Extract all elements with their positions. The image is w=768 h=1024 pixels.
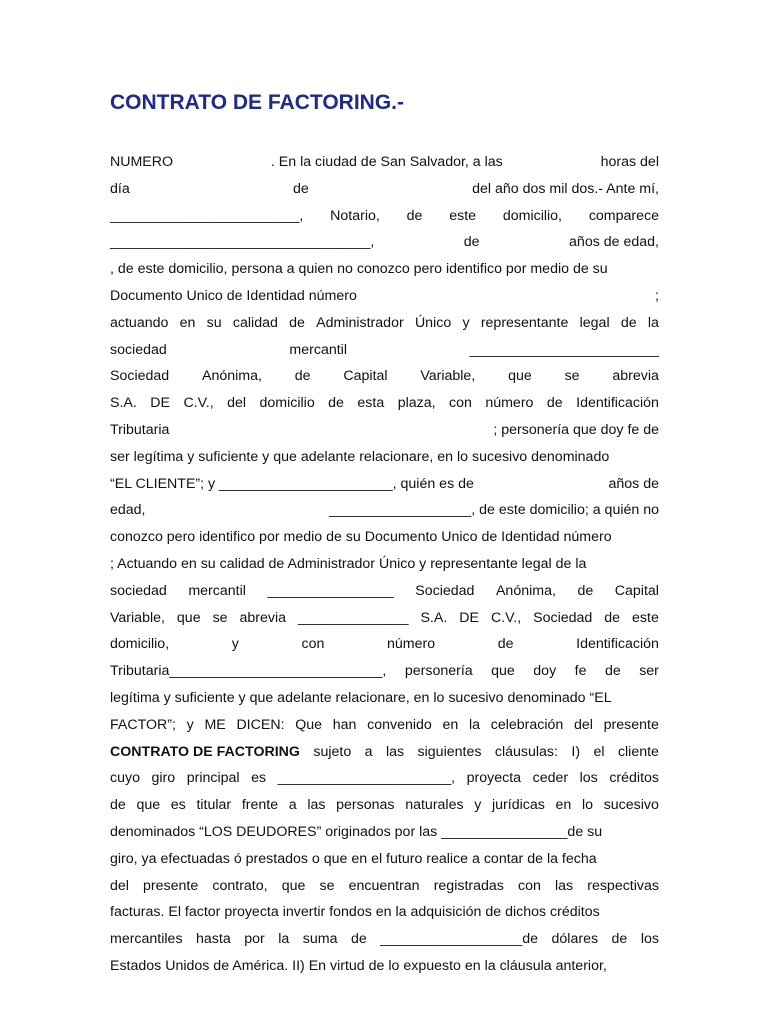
line-segment: Estados Unidos de América. II) En virtud de lo expuesto en la cláusula anterior,	[110, 957, 607, 974]
line-segment: del	[227, 395, 247, 412]
line-segment: frente	[241, 797, 279, 814]
line-segment: Único	[414, 314, 452, 331]
line-segment: , de este domicilio, persona a quien no conozco pero identifico por medio de su	[110, 261, 608, 278]
line-segment: es	[170, 797, 186, 814]
line-segment: se	[212, 609, 228, 626]
paragraph-line	[110, 417, 659, 444]
line-segment: que	[136, 797, 161, 814]
line-segment: edad,	[110, 502, 146, 519]
paragraph-line	[110, 578, 659, 605]
line-segment: de	[577, 582, 594, 599]
line-segment: la	[469, 716, 481, 733]
line-segment: “EL CLIENTE”; y ______________________, quién es de	[110, 475, 474, 492]
line-segment: giro	[151, 770, 176, 787]
line-segment: las	[307, 797, 326, 814]
paragraph-line	[110, 256, 659, 283]
line-segment: dólares	[551, 931, 599, 948]
line-segment: de	[604, 609, 621, 626]
line-segment: créditos	[609, 770, 659, 787]
line-segment: y	[186, 716, 194, 733]
line-segment: se	[319, 877, 335, 894]
line-segment: y	[474, 797, 482, 814]
paragraph-line	[110, 846, 659, 873]
line-segment: abrevia	[239, 609, 287, 626]
line-segment: celebración	[490, 716, 564, 733]
line-segment: a	[288, 797, 297, 814]
line-segment: presente	[143, 877, 199, 894]
line-segment: de	[293, 180, 309, 197]
line-segment: respectivas	[587, 877, 659, 894]
line-segment: contrato,	[212, 877, 268, 894]
line-segment: Variable,	[110, 609, 165, 626]
line-segment: de	[294, 368, 311, 385]
line-segment: DE	[459, 609, 479, 626]
line-segment: lo	[581, 797, 594, 814]
line-segment: ; personería que doy fe de	[493, 421, 659, 438]
line-segment: FACTOR”;	[110, 716, 176, 733]
line-segment: de	[289, 314, 305, 331]
line-segment: ser legítima y suficiente y que adelante relacionare, en lo sucesivo denominado	[110, 448, 610, 465]
line-segment: I)	[571, 743, 581, 760]
line-segment: NUMERO	[110, 154, 174, 170]
line-segment: es	[251, 770, 267, 787]
line-segment: del	[110, 877, 129, 894]
line-segment: Sociedad	[533, 609, 593, 626]
line-segment: que	[281, 877, 306, 894]
line-segment: jurídicas	[492, 797, 545, 814]
line-segment: de	[328, 395, 344, 412]
line-segment: mercantiles	[110, 931, 183, 948]
line-segment: de	[463, 234, 480, 251]
line-segment: suma	[302, 931, 338, 948]
line-segment: giro, ya efectuadas ó prestados o que en el futuro realice a contar de la fecha	[110, 850, 597, 867]
line-segment: doy	[533, 663, 557, 680]
paragraph-line	[110, 605, 659, 632]
line-segment: Que	[295, 716, 323, 733]
paragraph-line	[110, 444, 659, 471]
contract-body	[110, 149, 659, 980]
line-segment: las	[385, 743, 405, 760]
line-segment: a	[364, 743, 373, 760]
line-segment: domicilio,	[502, 207, 562, 224]
line-segment: de	[604, 663, 621, 680]
line-segment: cláusulas:	[494, 743, 558, 760]
line-segment: ______________________,	[277, 770, 456, 787]
paragraph-line	[110, 819, 659, 846]
line-segment: conozco pero identifico por medio de su Documento Unico de Identidad número	[110, 529, 612, 546]
line-segment: los	[579, 770, 598, 787]
line-segment: que	[508, 368, 532, 385]
line-segment: en	[179, 314, 196, 331]
line-segment: Capital	[343, 368, 388, 385]
line-segment: Anónima,	[201, 368, 262, 385]
line-segment: Identificación	[576, 395, 659, 412]
line-segment: legítima y suficiente y que adelante relacionare, en lo sucesivo denominado “EL	[110, 689, 612, 706]
line-segment: sociedad	[110, 582, 167, 599]
line-segment: del año dos mil dos.- Ante mí,	[472, 180, 659, 197]
paragraph-line	[110, 658, 659, 685]
line-segment: proyecta	[466, 770, 522, 787]
line-segment: mercantil	[289, 341, 347, 358]
line-segment: actuando	[110, 314, 169, 331]
line-segment: . En la ciudad de San Salvador, a las	[270, 154, 503, 170]
line-segment: CONTRATO DE FACTORING	[110, 743, 300, 760]
line-segment: denominados “LOS DEUDORES” originados por las ________________de su	[110, 823, 603, 840]
paragraph-line	[110, 739, 659, 766]
line-segment: Anónima,	[495, 582, 556, 599]
line-segment: ceder	[532, 770, 569, 787]
line-segment: presente	[603, 716, 659, 733]
line-segment: día	[110, 180, 130, 197]
line-segment: personería	[404, 663, 473, 680]
line-segment: principal	[186, 770, 240, 787]
paragraph-line	[110, 363, 659, 390]
paragraph-line	[110, 712, 659, 739]
line-segment: del	[574, 716, 593, 733]
line-segment: mercantil	[188, 582, 246, 599]
line-segment: cliente	[617, 743, 659, 760]
line-segment: la	[647, 314, 659, 331]
line-segment: facturas. El factor proyecta invertir fondos en la adquisición de dichos créditos	[110, 904, 600, 921]
line-segment: la	[278, 931, 290, 948]
line-segment: se	[564, 368, 580, 385]
paragraph-line	[110, 310, 659, 337]
paragraph-line	[110, 685, 659, 712]
line-segment: ME	[204, 716, 226, 733]
line-segment: este	[449, 207, 477, 224]
line-segment: ______________	[298, 609, 409, 626]
line-segment: y	[462, 314, 470, 331]
line-segment: con	[517, 877, 541, 894]
line-segment: años de edad,	[569, 234, 659, 251]
line-segment: fe	[574, 663, 587, 680]
line-segment: C.V.,	[490, 609, 522, 626]
line-segment: personas	[336, 797, 395, 814]
line-segment: encuentran	[348, 877, 420, 894]
line-segment: de	[497, 636, 514, 653]
line-segment: Administrador	[316, 314, 404, 331]
line-segment: Tributaria	[110, 421, 170, 438]
line-segment: sociedad	[110, 341, 167, 358]
line-segment: plaza,	[397, 395, 436, 412]
line-segment: Tributaria___________________________,	[110, 663, 387, 680]
line-segment: ;	[655, 287, 659, 304]
line-segment: domicilio,	[110, 636, 170, 653]
line-segment: S.A.	[110, 395, 137, 412]
line-segment: en	[555, 797, 572, 814]
line-segment: convenido	[367, 716, 432, 733]
paragraph-line	[110, 283, 659, 310]
line-segment: con	[301, 636, 325, 653]
line-segment: ________________________	[469, 341, 659, 358]
line-segment: DE	[150, 395, 170, 412]
line-segment: los	[640, 931, 659, 948]
line-segment: de	[620, 314, 637, 331]
line-segment: calidad	[232, 314, 278, 331]
paragraph-line	[110, 926, 659, 953]
paragraph-line	[110, 953, 659, 980]
line-segment: __________________, de este domicilio; a quién no	[329, 502, 659, 519]
line-segment: número	[485, 395, 534, 412]
line-segment: _________________________________,	[110, 234, 375, 251]
line-segment: ; Actuando en su calidad de Administrador Único y representante legal de la	[110, 555, 587, 572]
line-segment: de	[406, 207, 423, 224]
line-segment: que	[491, 663, 515, 680]
line-segment: Sociedad	[415, 582, 475, 599]
line-segment: de	[611, 931, 628, 948]
line-segment: Sociedad	[110, 368, 170, 385]
paragraph-line	[110, 873, 659, 900]
paragraph-line	[110, 631, 659, 658]
line-segment: cuyo	[110, 770, 140, 787]
line-segment: Documento Unico de Identidad número	[110, 287, 357, 304]
line-segment: sujeto	[313, 743, 352, 760]
line-segment: S.A.	[420, 609, 448, 626]
line-segment: Variable,	[420, 368, 476, 385]
line-segment: este	[632, 609, 659, 626]
line-segment: han	[332, 716, 357, 733]
line-segment: de	[546, 395, 563, 412]
paragraph-line	[110, 149, 659, 176]
paragraph-line	[110, 765, 659, 792]
line-segment: registradas	[433, 877, 504, 894]
paragraph-line	[110, 497, 659, 524]
line-segment: abrevia	[612, 368, 659, 385]
line-segment: esta	[357, 395, 385, 412]
line-segment: las	[554, 877, 574, 894]
line-segment: ________________________,	[110, 207, 304, 224]
paragraph-line	[110, 551, 659, 578]
line-segment: titular	[196, 797, 232, 814]
paragraph-line	[110, 229, 659, 256]
paragraph-line	[110, 176, 659, 203]
line-segment: siguientes	[417, 743, 482, 760]
line-segment: __________________de	[380, 931, 539, 948]
paragraph-line	[110, 203, 659, 230]
line-segment: Identificación	[576, 636, 659, 653]
line-segment: legal	[579, 314, 610, 331]
line-segment: de	[110, 797, 126, 814]
line-segment: su	[206, 314, 222, 331]
line-segment: hasta	[196, 931, 231, 948]
line-segment: representante	[480, 314, 569, 331]
line-segment: por	[244, 931, 265, 948]
line-segment: domicilio	[259, 395, 315, 412]
line-segment: horas del	[600, 154, 659, 170]
line-segment: el	[593, 743, 605, 760]
paragraph-line	[110, 792, 659, 819]
line-segment: DICEN:	[236, 716, 285, 733]
line-segment: con	[449, 395, 472, 412]
line-segment: en	[442, 716, 459, 733]
line-segment: ser	[639, 663, 659, 680]
line-segment: C.V.,	[183, 395, 214, 412]
line-segment: y	[231, 636, 239, 653]
document-title: CONTRATO DE FACTORING.-	[110, 91, 404, 114]
line-segment: Capital	[614, 582, 659, 599]
paragraph-line	[110, 899, 659, 926]
line-segment: comparece	[588, 207, 659, 224]
paragraph-line	[110, 524, 659, 551]
paragraph-line	[110, 471, 659, 498]
line-segment: sucesivo	[603, 797, 659, 814]
paragraph-line	[110, 390, 659, 417]
line-segment: de	[350, 931, 367, 948]
line-segment: Notario,	[330, 207, 380, 224]
line-segment: número	[386, 636, 436, 653]
line-segment: que	[176, 609, 201, 626]
line-segment: años de	[608, 475, 659, 492]
line-segment: ________________	[267, 582, 394, 599]
paragraph-line	[110, 337, 659, 364]
line-segment: naturales	[405, 797, 464, 814]
